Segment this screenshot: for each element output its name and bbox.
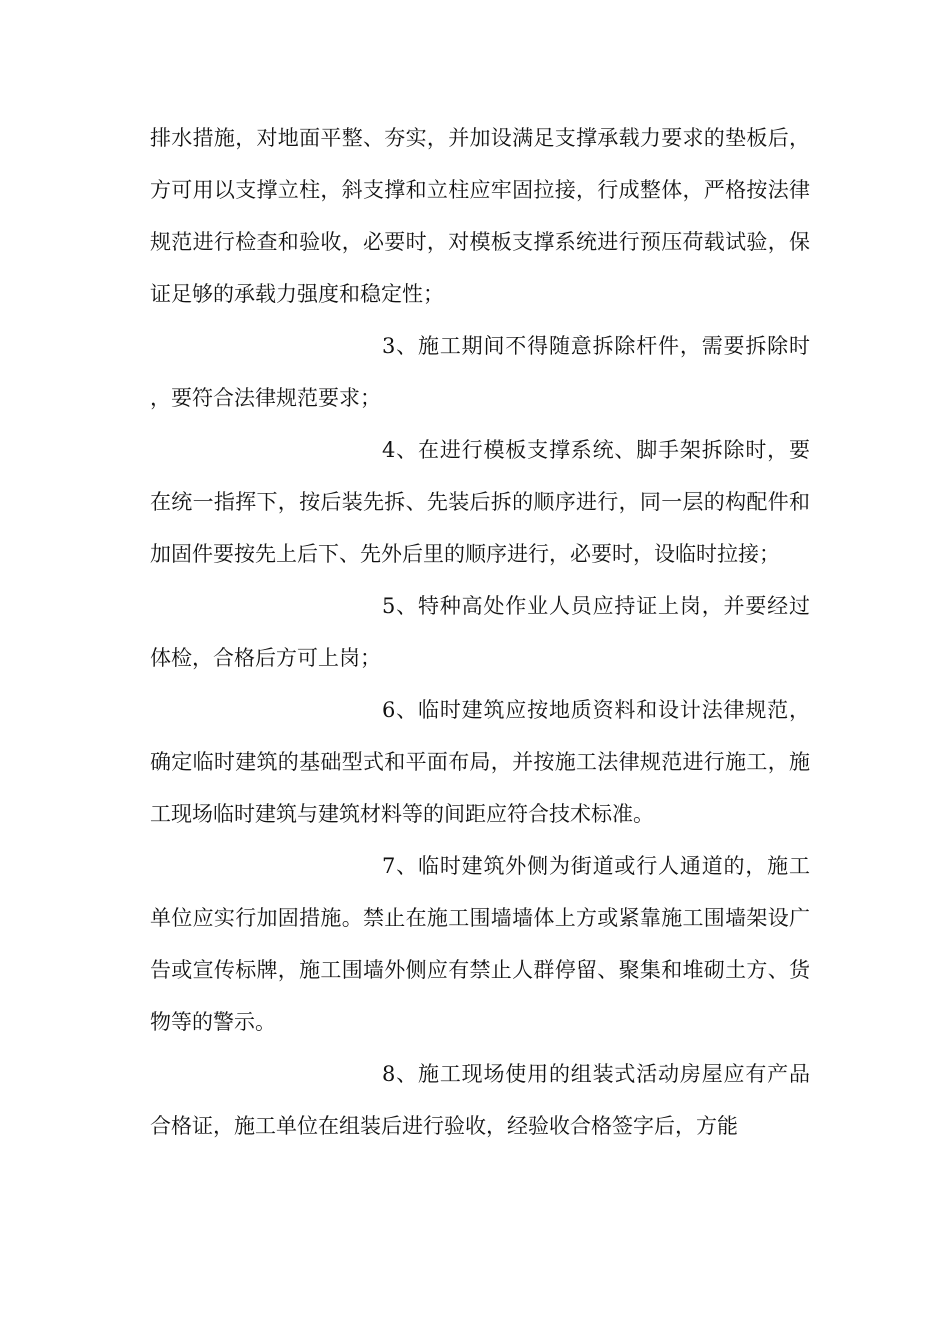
paragraph-item-3: 3、施工期间不得随意拆除杆件，需要拆除时，要符合法律规范要求； xyxy=(150,334,810,410)
paragraph-item-8: 8、施工现场使用的组装式活动房屋应有产品合格证，施工单位在组装后进行验收，经验收合格签字后，方能 xyxy=(150,1062,810,1138)
paragraph-item-5: 5、特种高处作业人员应持证上岗，并要经过体检，合格后方可上岗； xyxy=(150,594,810,670)
paragraph-item-4: 4、在进行模板支撑系统、脚手架拆除时，要在统一指挥下，按后装先拆、先装后拆的顺序进行，同一层的构配件和加固件要按先上后下、先外后里的顺序进行，必要时，设临时拉接； xyxy=(150,438,810,566)
paragraph-continuation: 排水措施，对地面平整、夯实，并加设满足支撑承载力要求的垫板后，方可用以支撑立柱，斜支撑和立柱应牢固拉接，行成整体，严格按法律规范进行检查和验收，必要时，对模板支撑系统进行预压荷载试验，保证足够的承载力强度和稳定性； xyxy=(150,126,810,306)
paragraph-item-6: 6、临时建筑应按地质资料和设计法律规范，确定临时建筑的基础型式和平面布局，并按施工法律规范进行施工，施工现场临时建筑与建筑材料等的间距应符合技术标准。 xyxy=(150,698,810,826)
document-body xyxy=(150,112,810,1152)
paragraph-item-7: 7、临时建筑外侧为街道或行人通道的，施工单位应实行加固措施。禁止在施工围墙墙体上方或紧靠施工围墙架设广告或宣传标牌，施工围墙外侧应有禁止人群停留、聚集和堆砌土方、货物等的警示。 xyxy=(150,854,810,1034)
